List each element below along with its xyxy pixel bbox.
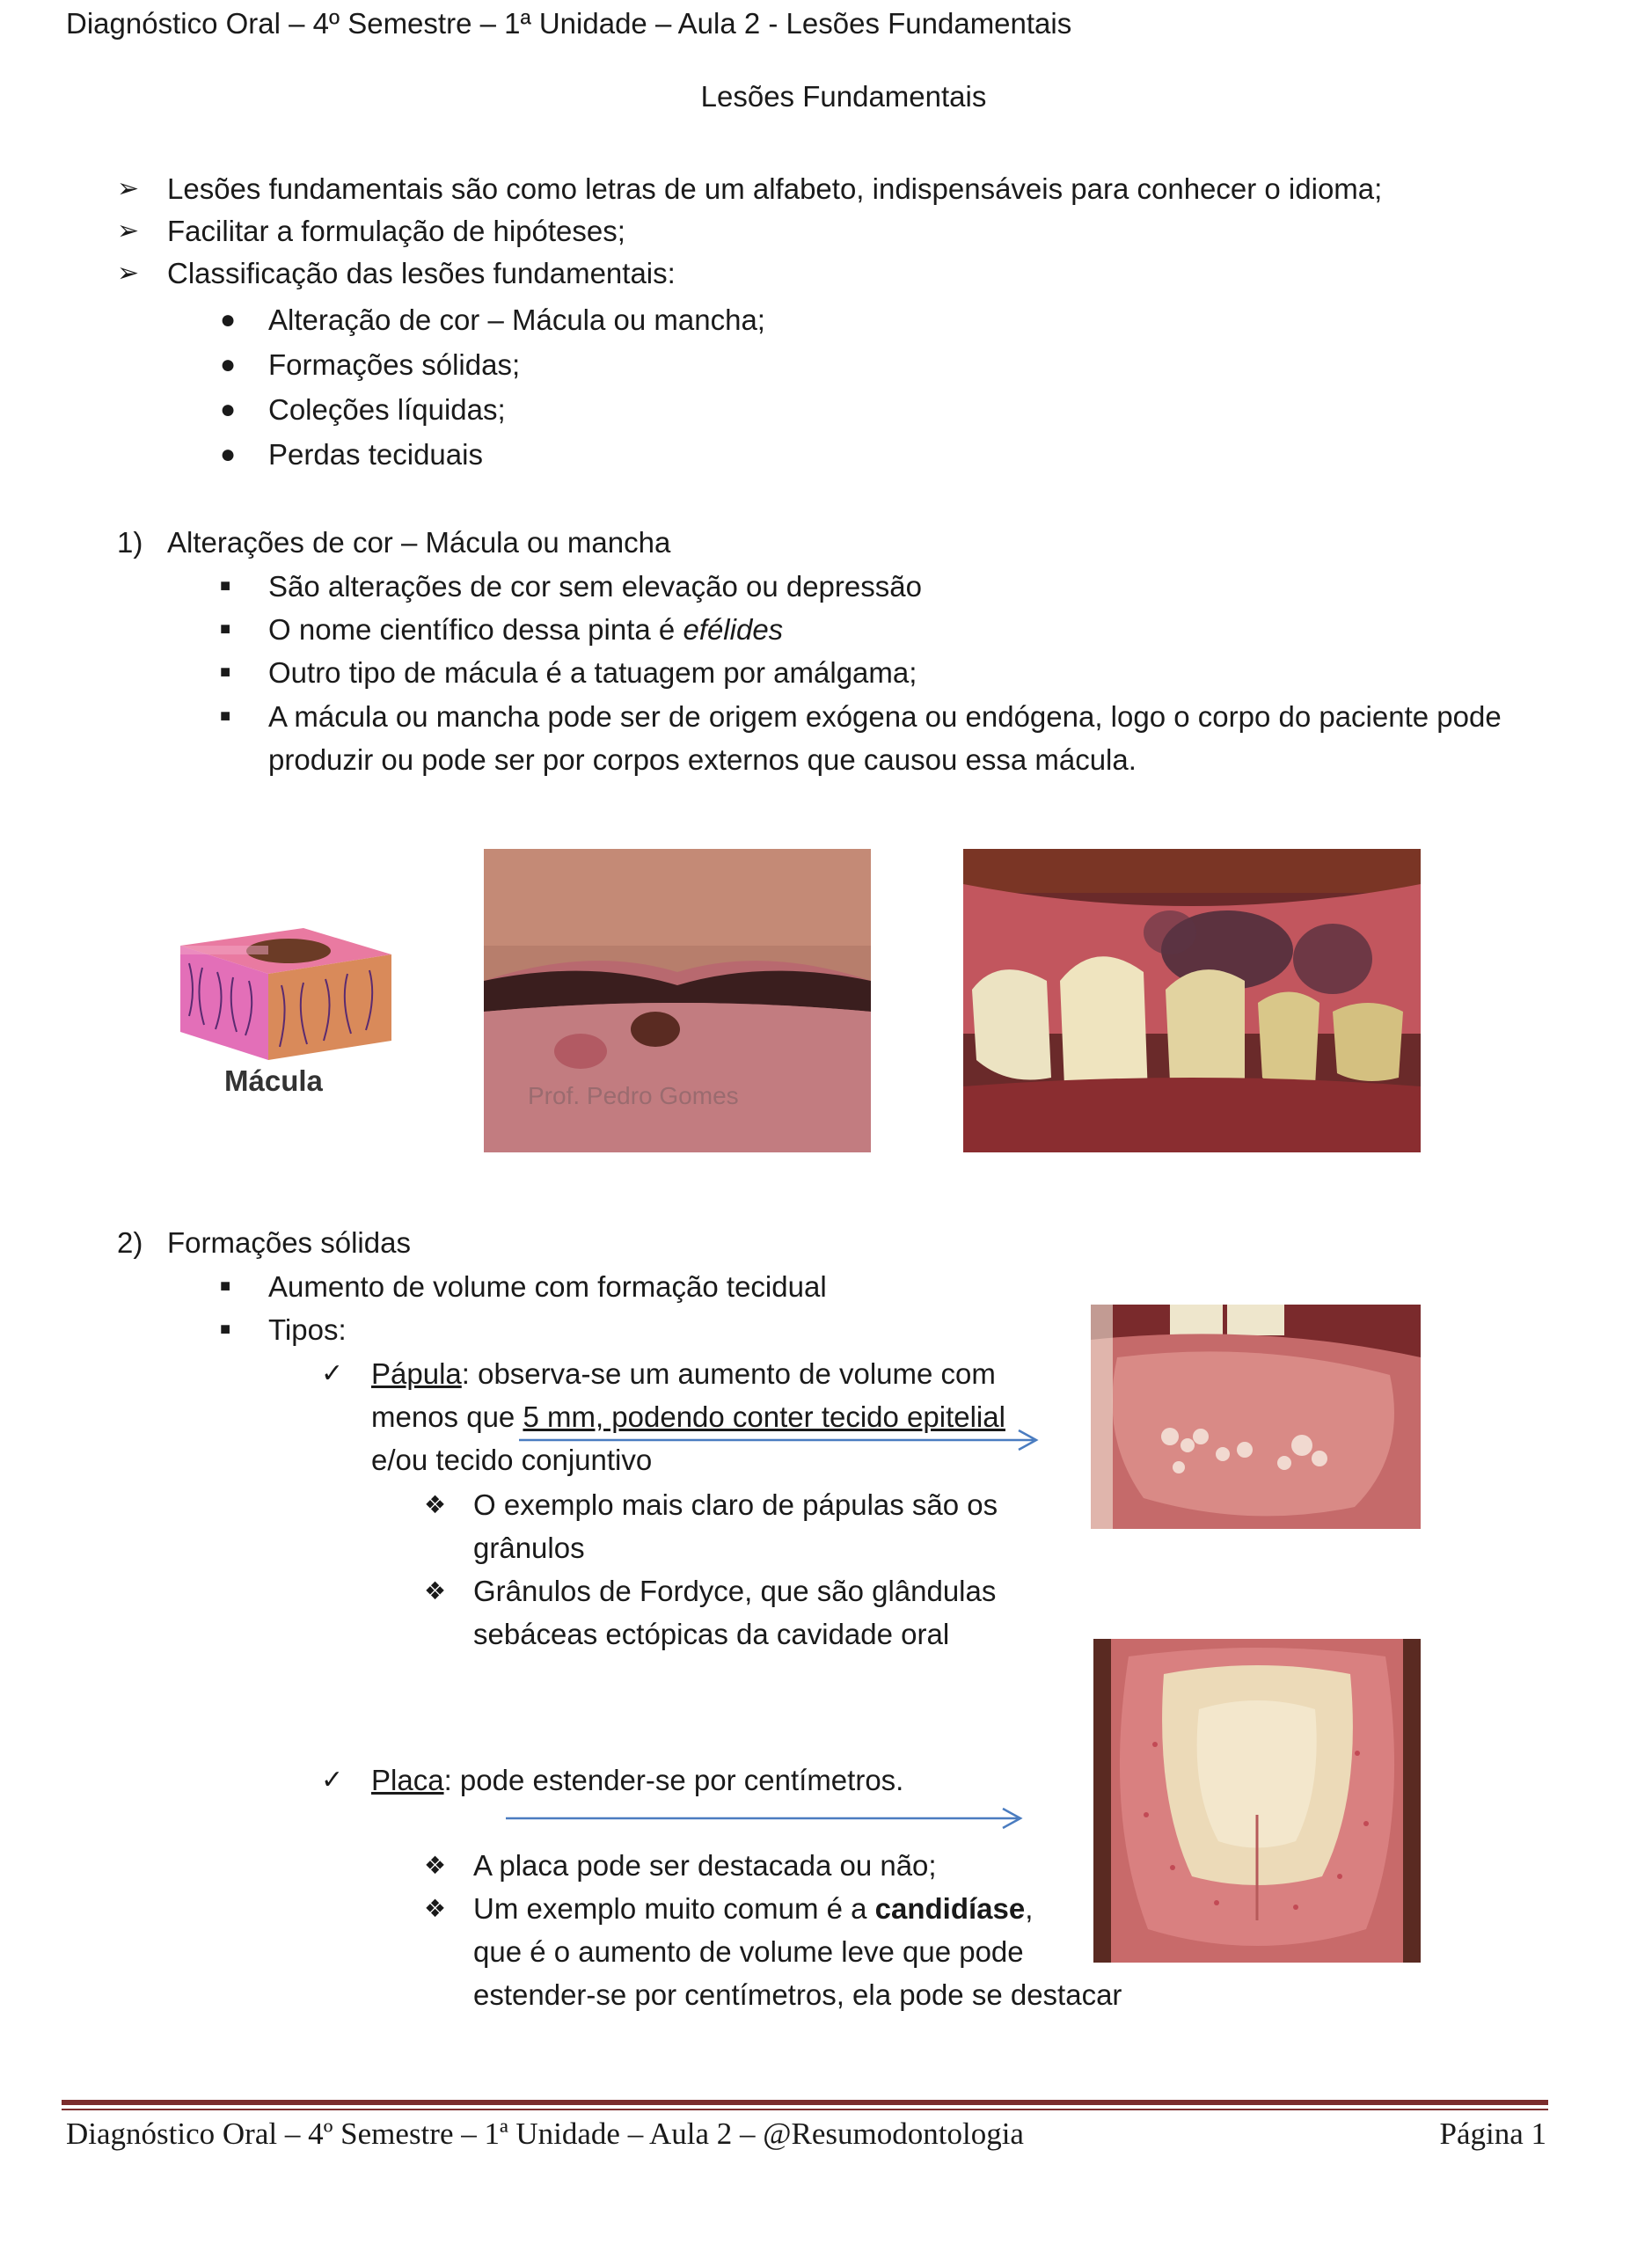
papula-tongue-photo — [1091, 1305, 1421, 1529]
papula-line: Pápula: observa-se um aumento de volume com — [371, 1357, 996, 1390]
intro-bullet: Lesões fundamentais são como letras de um alfabeto, indispensáveis para conhecer o idioma; — [167, 172, 1383, 205]
square-bullet-icon: ■ — [220, 1320, 231, 1339]
arrow-to-placa-photo — [506, 1805, 1034, 1832]
papula-subitem: grânulos — [473, 1532, 585, 1564]
footer-text: Diagnóstico Oral – 4º Semestre – 1ª Unidade – Aula 2 – @Resumodontologia — [66, 2117, 1024, 2151]
diamond-bullet-icon: ❖ — [424, 1852, 447, 1879]
amalgam-tattoo-photo — [963, 849, 1421, 1152]
section1-number: 1) — [117, 526, 143, 559]
page-number: Página 1 — [1439, 2117, 1546, 2151]
square-bullet-icon: ■ — [220, 706, 231, 726]
section2-number: 2) — [117, 1226, 143, 1259]
footer-rule-thin — [62, 2109, 1548, 2110]
section1-item: O nome científico dessa pinta é efélides — [268, 613, 784, 646]
lip-macula-photo — [484, 849, 871, 1152]
section1-item: São alterações de cor sem elevação ou depressão — [268, 570, 922, 603]
papula-line: e/ou tecido conjuntivo — [371, 1444, 653, 1476]
candidiasis-tongue-photo — [1093, 1639, 1421, 1963]
square-bullet-icon: ■ — [220, 1276, 231, 1296]
papula-subitem: sebáceas ectópicas da cavidade oral — [473, 1618, 950, 1650]
placa-subitem: que é o aumento de volume leve que pode — [473, 1935, 1024, 1968]
section2-item: Tipos: — [268, 1313, 347, 1346]
diamond-bullet-icon: ❖ — [424, 1895, 447, 1922]
square-bullet-icon: ■ — [220, 662, 231, 682]
diamond-bullet-icon: ❖ — [424, 1577, 447, 1605]
arrowhead-bullet-icon: ➢ — [117, 259, 140, 288]
papula-subitem: Grânulos de Fordyce, que são glândulas — [473, 1575, 997, 1607]
bullet-dot-icon: ● — [220, 350, 237, 379]
photo-watermark: Prof. Pedro Gomes — [528, 1082, 739, 1109]
intro-bullet: Facilitar a formulação de hipóteses; — [167, 215, 625, 247]
placa-line: Placa: pode estender-se por centímetros. — [371, 1764, 904, 1796]
square-bullet-icon: ■ — [220, 619, 231, 639]
classification-item: Perdas teciduais — [268, 438, 483, 471]
placa-subitem: estender-se por centímetros, ela pode se destacar — [473, 1978, 1122, 2011]
placa-subitem: Um exemplo muito comum é a candidíase, — [473, 1892, 1034, 1925]
page-title: Lesões Fundamentais — [700, 80, 987, 113]
section1-item: Outro tipo de mácula é a tatuagem por amálgama; — [268, 656, 917, 689]
classification-item: Coleções líquidas; — [268, 393, 506, 426]
intro-bullet: Classificação das lesões fundamentais: — [167, 257, 676, 289]
placa-subitem: A placa pode ser destacada ou não; — [473, 1849, 937, 1882]
section2-heading: Formações sólidas — [167, 1226, 411, 1259]
section1-item-continued: produzir ou pode ser por corpos externos que causou essa mácula. — [268, 743, 1137, 776]
footer-rule — [62, 2100, 1548, 2105]
papula-line: menos que 5 mm, podendo conter tecido epitelial — [371, 1400, 1005, 1433]
arrowhead-bullet-icon: ➢ — [117, 174, 140, 203]
classification-item: Alteração de cor – Mácula ou mancha; — [268, 303, 765, 336]
bullet-dot-icon: ● — [220, 440, 237, 469]
arrowhead-bullet-icon: ➢ — [117, 216, 140, 245]
section2-item: Aumento de volume com formação tecidual — [268, 1270, 827, 1303]
bullet-dot-icon: ● — [220, 395, 237, 424]
bullet-dot-icon: ● — [220, 305, 237, 334]
papula-term: Pápula — [371, 1357, 462, 1390]
diamond-bullet-icon: ❖ — [424, 1491, 447, 1518]
macula-label: Mácula — [224, 1064, 323, 1097]
classification-item: Formações sólidas; — [268, 348, 521, 381]
placa-term: Placa — [371, 1764, 444, 1796]
papula-subitem: O exemplo mais claro de pápulas são os — [473, 1488, 998, 1521]
section1-heading: Alterações de cor – Mácula ou mancha — [167, 526, 671, 559]
italic-term: efélides — [683, 613, 784, 646]
page-header: Diagnóstico Oral – 4º Semestre – 1ª Unidade – Aula 2 - Lesões Fundamentais — [66, 7, 1072, 40]
checkmark-icon: ✓ — [321, 1766, 344, 1795]
section1-item: A mácula ou mancha pode ser de origem exógena ou endógena, logo o corpo do paciente pode — [268, 700, 1502, 733]
bold-term: candidíase — [874, 1892, 1026, 1925]
square-bullet-icon: ■ — [220, 576, 231, 596]
arrow-to-papula-photo — [519, 1427, 1047, 1453]
checkmark-icon: ✓ — [321, 1359, 344, 1388]
